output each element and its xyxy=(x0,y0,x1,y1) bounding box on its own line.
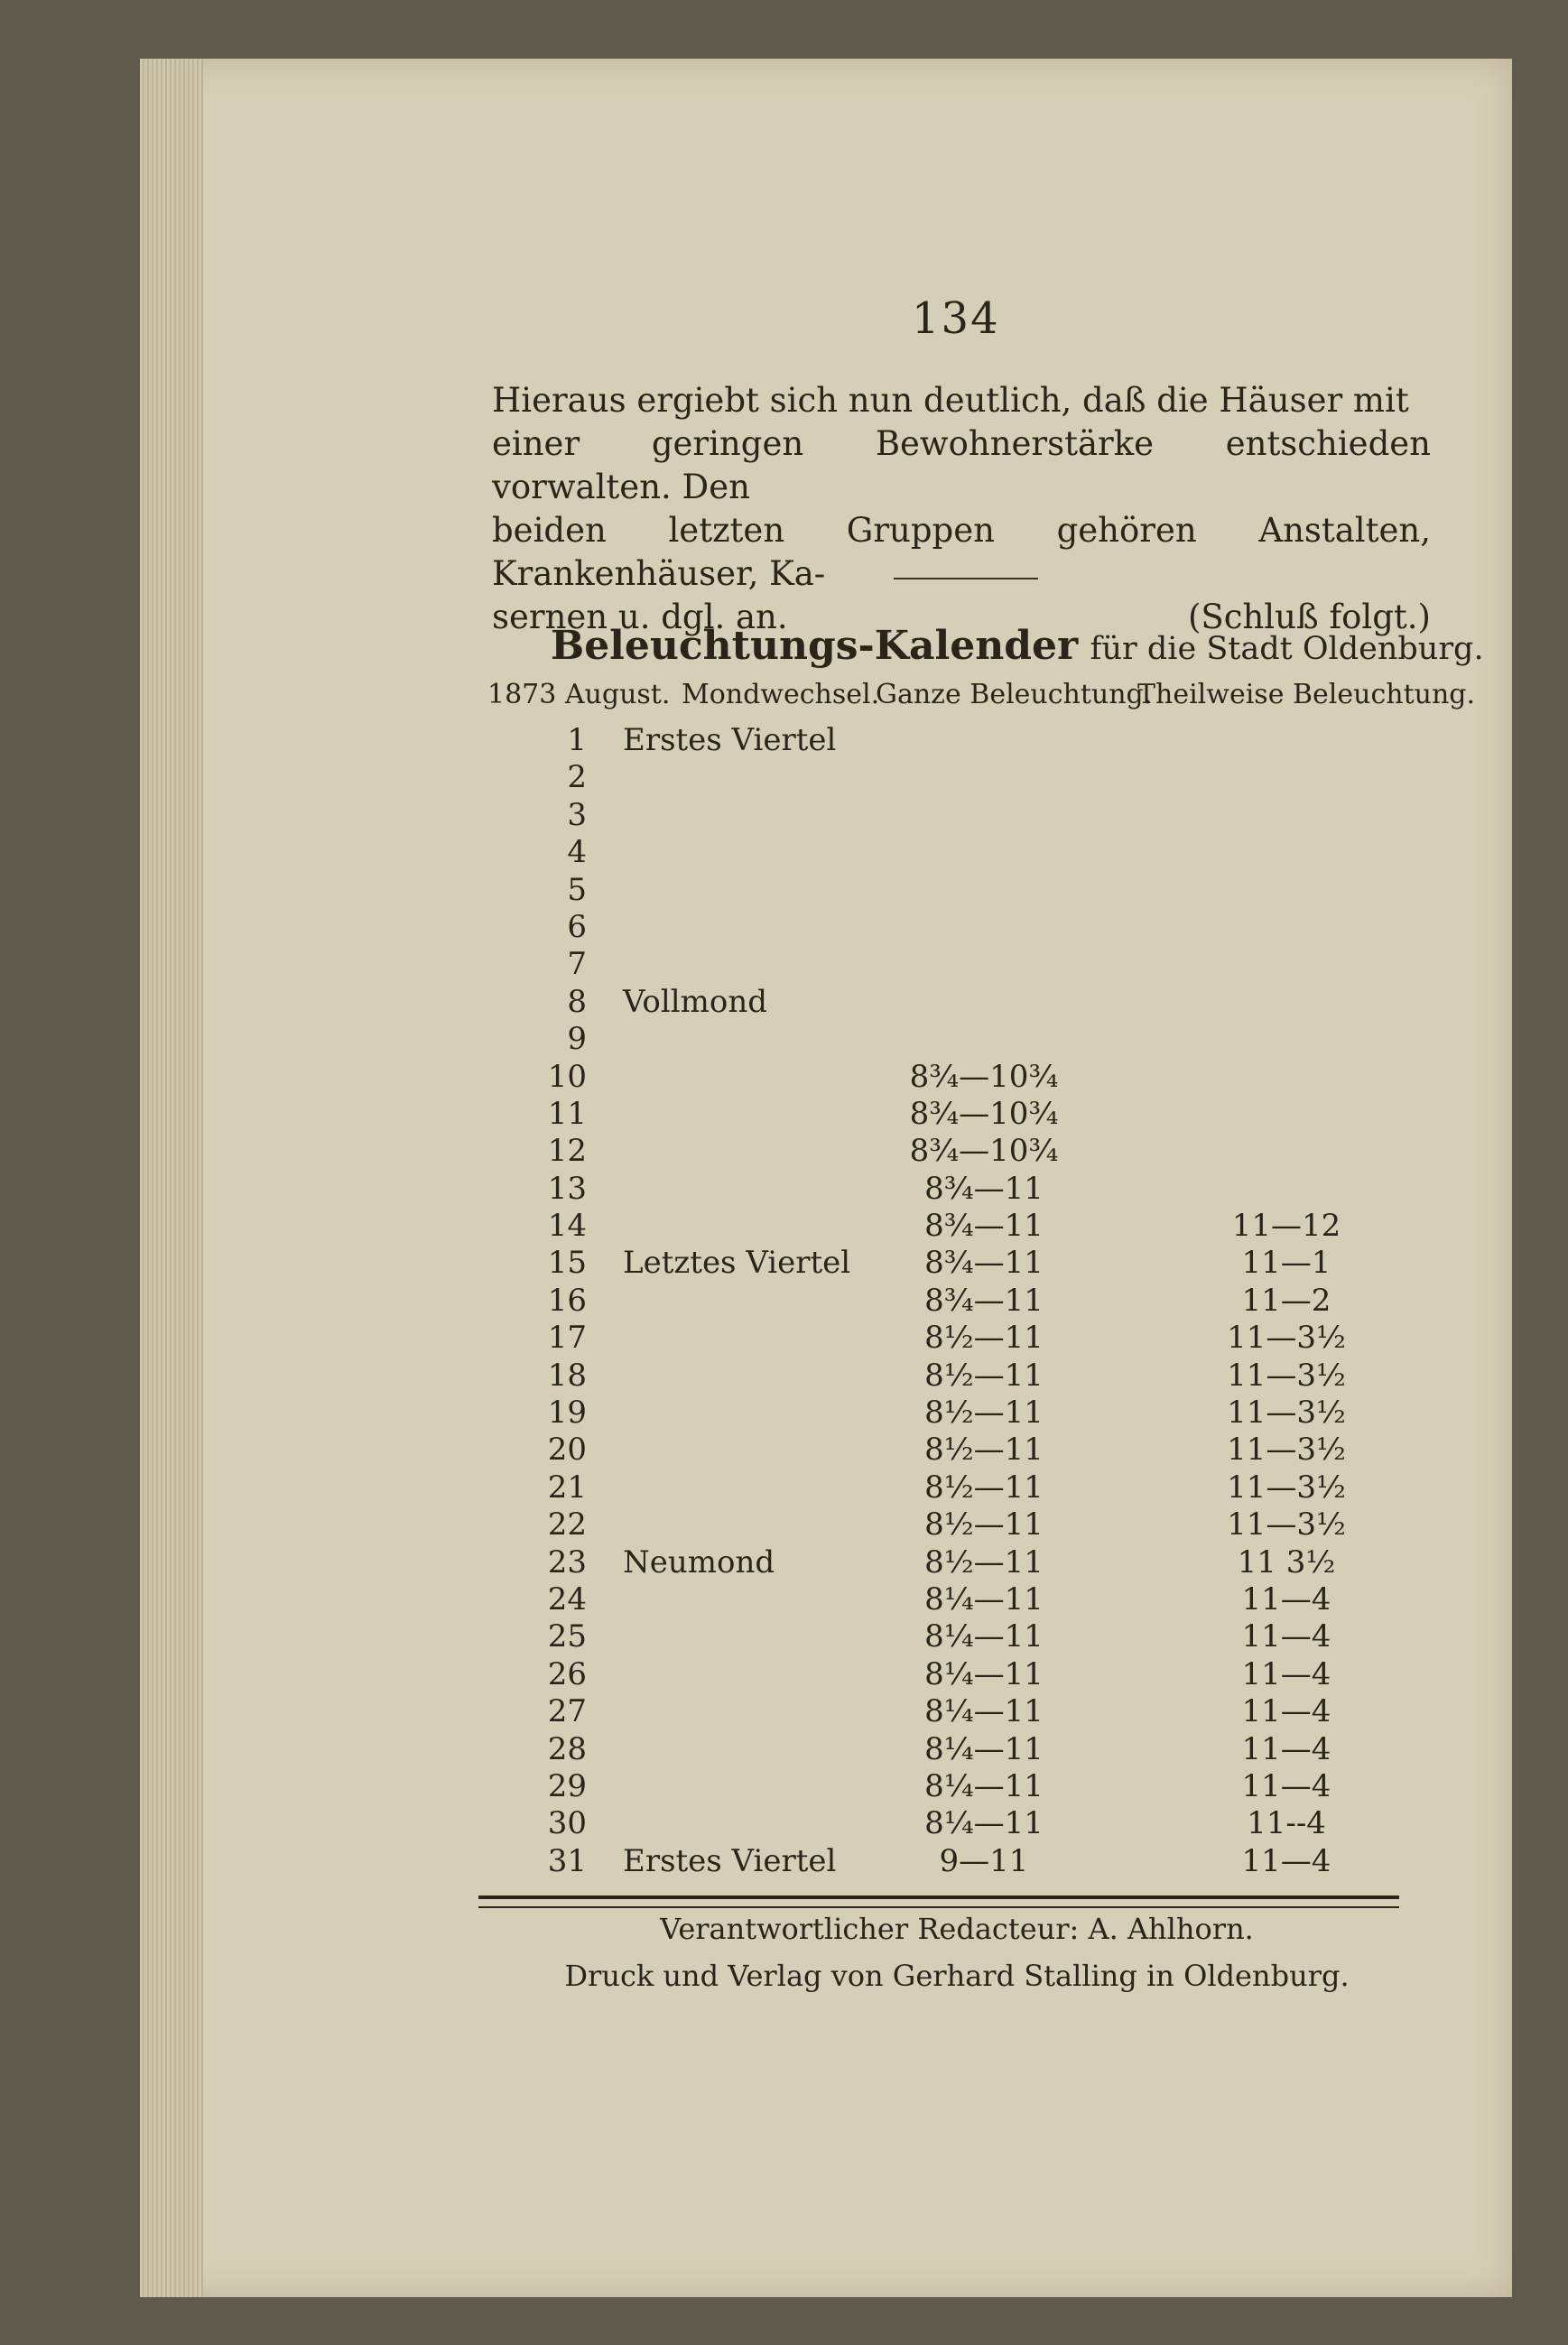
day-cell: 23 xyxy=(547,1543,587,1580)
full-lighting-cell: 8¾—10¾ xyxy=(909,1095,1059,1132)
day-cell: 28 xyxy=(547,1730,587,1767)
table-row xyxy=(487,1133,1444,1170)
day-cell: 31 xyxy=(547,1842,587,1879)
full-lighting-cell: 8¾—11 xyxy=(924,1170,1044,1207)
day-cell: 13 xyxy=(547,1170,587,1207)
calendar-table xyxy=(487,722,1444,1880)
full-lighting-cell: 8½—11 xyxy=(924,1543,1044,1580)
moon-phase-cell: Letztes Viertel xyxy=(623,1245,851,1282)
table-row xyxy=(487,1693,1444,1730)
header-year-month: 1873 August. xyxy=(487,679,671,710)
table-row xyxy=(487,1768,1444,1805)
section-divider xyxy=(894,578,1038,579)
table-row xyxy=(487,1544,1444,1581)
day-cell: 15 xyxy=(547,1245,587,1282)
table-row xyxy=(487,1731,1444,1768)
partial-lighting-cell: 11—4 xyxy=(1241,1693,1331,1730)
table-row xyxy=(487,1358,1444,1395)
partial-lighting-cell: 11—1 xyxy=(1241,1245,1331,1282)
moon-phase-cell: Neumond xyxy=(623,1543,775,1580)
day-cell: 12 xyxy=(547,1133,587,1170)
day-cell: 21 xyxy=(547,1469,587,1506)
calendar-title-main: Beleuchtungs-Kalender xyxy=(551,623,1079,669)
partial-lighting-cell: 11—3½ xyxy=(1227,1432,1346,1469)
partial-lighting-cell: 11—3½ xyxy=(1227,1506,1346,1543)
day-cell: 5 xyxy=(567,871,587,908)
calendar-title xyxy=(551,623,1484,669)
full-lighting-cell: 8¼—11 xyxy=(924,1767,1044,1804)
full-lighting-cell: 8¼—11 xyxy=(924,1730,1044,1767)
table-row xyxy=(487,834,1444,871)
day-cell: 3 xyxy=(567,796,587,833)
full-lighting-cell: 8½—11 xyxy=(924,1320,1044,1357)
table-row xyxy=(487,1506,1444,1543)
body-paragraph xyxy=(492,379,1431,639)
full-lighting-cell: 8½—11 xyxy=(924,1395,1044,1432)
full-lighting-cell: 8¼—11 xyxy=(924,1693,1044,1730)
table-row xyxy=(487,1171,1444,1208)
full-lighting-cell: 8¾—10¾ xyxy=(909,1133,1059,1170)
full-lighting-cell: 8½—11 xyxy=(924,1432,1044,1469)
day-cell: 19 xyxy=(547,1395,587,1432)
table-row xyxy=(487,1096,1444,1133)
table-row xyxy=(487,1059,1444,1096)
table-row xyxy=(487,909,1444,946)
full-lighting-cell: 8½—11 xyxy=(924,1469,1044,1506)
full-lighting-cell: 8¾—11 xyxy=(924,1282,1044,1319)
moon-phase-cell: Erstes Viertel xyxy=(623,722,837,758)
partial-lighting-cell: 11—3½ xyxy=(1227,1357,1346,1394)
full-lighting-cell: 9—11 xyxy=(939,1842,1029,1879)
table-row xyxy=(487,759,1444,796)
full-lighting-cell: 8¼—11 xyxy=(924,1618,1044,1655)
table-row xyxy=(487,722,1444,759)
partial-lighting-cell: 11 3½ xyxy=(1237,1543,1336,1580)
day-cell: 26 xyxy=(547,1655,587,1692)
table-row xyxy=(487,872,1444,909)
day-cell: 24 xyxy=(547,1580,587,1617)
day-cell: 20 xyxy=(547,1432,587,1469)
table-row xyxy=(487,1283,1444,1320)
day-cell: 10 xyxy=(547,1058,587,1095)
table-row xyxy=(487,984,1444,1021)
partial-lighting-cell: 11--4 xyxy=(1247,1805,1326,1842)
partial-lighting-cell: 11—4 xyxy=(1241,1655,1331,1692)
table-row xyxy=(487,1208,1444,1245)
footer-editor: Verantwortlicher Redacteur: A. Ahlhorn. xyxy=(660,1912,1254,1946)
day-cell: 25 xyxy=(547,1618,587,1655)
partial-lighting-cell: 11—3½ xyxy=(1227,1469,1346,1506)
table-row xyxy=(487,1432,1444,1469)
table-row xyxy=(487,1581,1444,1618)
footer-publisher: Druck und Verlag von Gerhard Stalling in Oldenburg. xyxy=(564,1959,1350,1993)
partial-lighting-cell: 11—4 xyxy=(1241,1730,1331,1767)
moon-phase-cell: Erstes Viertel xyxy=(623,1842,837,1879)
partial-lighting-cell: 11—2 xyxy=(1241,1282,1331,1319)
day-cell: 11 xyxy=(547,1095,587,1132)
paragraph-last-left: sernen u. dgl. an. xyxy=(492,598,788,636)
table-row xyxy=(487,1843,1444,1880)
table-row xyxy=(487,1021,1444,1058)
partial-lighting-cell: 11—4 xyxy=(1241,1618,1331,1655)
day-cell: 27 xyxy=(547,1693,587,1730)
header-partial: Theilweise Beleuchtung. xyxy=(1137,679,1476,710)
partial-lighting-cell: 11—3½ xyxy=(1227,1395,1346,1432)
moon-phase-cell: Vollmond xyxy=(623,983,768,1020)
partial-lighting-cell: 11—3½ xyxy=(1227,1320,1346,1357)
full-lighting-cell: 8¾—10¾ xyxy=(909,1058,1059,1095)
footer-rule xyxy=(478,1895,1399,1908)
day-cell: 16 xyxy=(547,1282,587,1319)
partial-lighting-cell: 11—4 xyxy=(1241,1842,1331,1879)
calendar-title-rest: für die Stadt Oldenburg. xyxy=(1090,631,1484,667)
day-cell: 14 xyxy=(547,1208,587,1245)
table-row xyxy=(487,1395,1444,1432)
day-cell: 6 xyxy=(567,908,587,945)
day-cell: 30 xyxy=(547,1805,587,1842)
continuation-note: (Schluß folgt.) xyxy=(1187,598,1431,636)
full-lighting-cell: 8¾—11 xyxy=(924,1208,1044,1245)
table-row xyxy=(487,1469,1444,1506)
full-lighting-cell: 8½—11 xyxy=(924,1506,1044,1543)
full-lighting-cell: 8¼—11 xyxy=(924,1805,1044,1842)
full-lighting-cell: 8½—11 xyxy=(924,1357,1044,1394)
day-cell: 22 xyxy=(547,1506,587,1543)
page-number: 134 xyxy=(912,293,1000,344)
day-cell: 9 xyxy=(567,1021,587,1058)
full-lighting-cell: 8¼—11 xyxy=(924,1580,1044,1617)
day-cell: 2 xyxy=(567,759,587,796)
day-cell: 29 xyxy=(547,1767,587,1804)
table-row xyxy=(487,797,1444,834)
table-row xyxy=(487,1805,1444,1842)
page-edges xyxy=(140,59,203,2297)
table-row xyxy=(487,1656,1444,1693)
full-lighting-cell: 8¾—11 xyxy=(924,1245,1044,1282)
table-row xyxy=(487,946,1444,983)
paragraph-line: Hieraus ergiebt sich nun deutlich, daß die Häuser mit xyxy=(492,381,1409,420)
partial-lighting-cell: 11—4 xyxy=(1241,1580,1331,1617)
table-row xyxy=(487,1618,1444,1655)
full-lighting-cell: 8¼—11 xyxy=(924,1655,1044,1692)
paragraph-line: einer geringen Bewohnerstärke entschieden vorwalten. Den xyxy=(492,424,1431,506)
table-row xyxy=(487,1320,1444,1357)
day-cell: 7 xyxy=(567,946,587,983)
header-full: Ganze Beleuchtung. xyxy=(876,679,1153,710)
table-row xyxy=(487,1245,1444,1282)
day-cell: 8 xyxy=(567,983,587,1020)
day-cell: 1 xyxy=(567,722,587,758)
day-cell: 18 xyxy=(547,1357,587,1394)
day-cell: 4 xyxy=(567,834,587,871)
header-moon: Mondwechsel. xyxy=(682,679,880,710)
partial-lighting-cell: 11—4 xyxy=(1241,1767,1331,1804)
day-cell: 17 xyxy=(547,1320,587,1357)
partial-lighting-cell: 11—12 xyxy=(1231,1208,1341,1245)
paragraph-line: beiden letzten Gruppen gehören Anstalten, Krankenhäuser, Ka- xyxy=(492,511,1431,593)
